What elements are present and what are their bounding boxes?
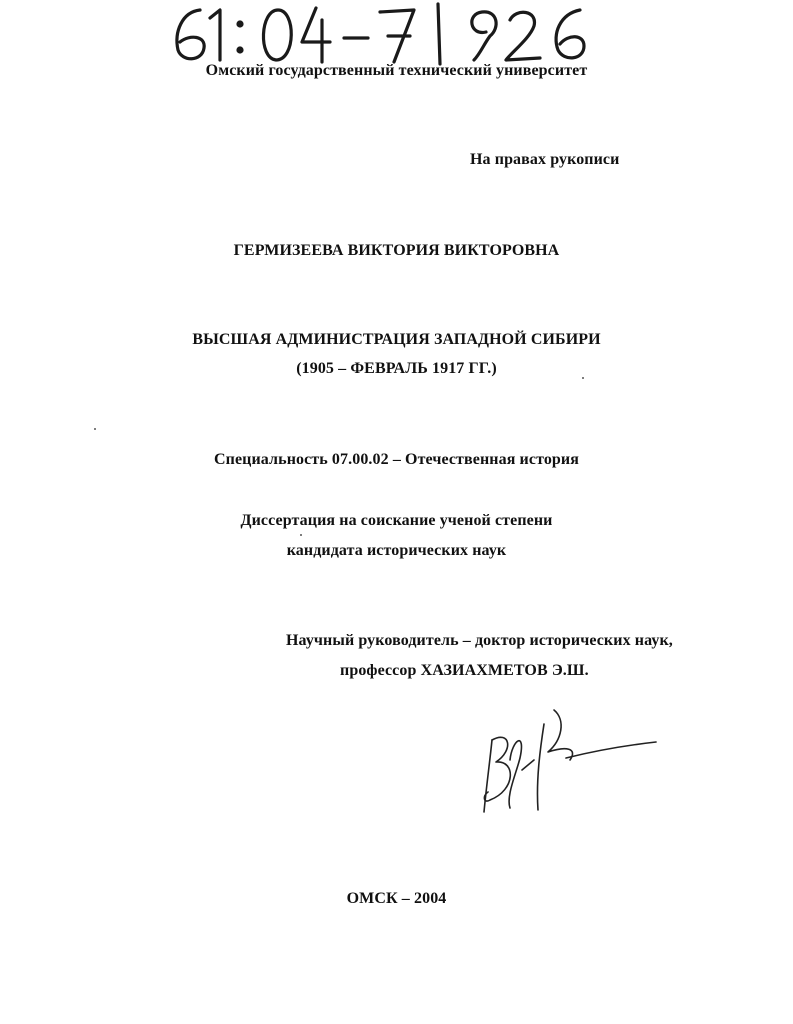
specialty: Специальность 07.00.02 – Отечественная история	[214, 451, 579, 468]
university-name: Омский государственный технический университет	[205, 62, 588, 79]
dissertation-title-line2: (1905 – ФЕВРАЛЬ 1917 ГГ.)	[296, 360, 497, 377]
handwritten-archive-code	[168, 2, 608, 66]
scan-speck	[94, 428, 96, 430]
supervisor-line1: Научный руководитель – доктор исторических наук,	[286, 632, 673, 649]
scan-speck	[300, 534, 302, 536]
supervisor-line2: профессор ХАЗИАХМЕТОВ Э.Ш.	[340, 662, 589, 679]
scan-speck	[582, 377, 584, 379]
rights-note: На правах рукописи	[470, 151, 620, 168]
dissertation-title-line1: ВЫСШАЯ АДМИНИСТРАЦИЯ ЗАПАДНОЙ СИБИРИ	[192, 331, 601, 348]
degree-line2: кандидата исторических наук	[286, 542, 507, 559]
degree-line1: Диссертация на соискание ученой степени	[240, 512, 553, 529]
city-year: ОМСК – 2004	[346, 890, 447, 907]
signature	[470, 700, 670, 830]
author-name: ГЕРМИЗЕЕВА ВИКТОРИЯ ВИКТОРОВНА	[233, 242, 560, 259]
